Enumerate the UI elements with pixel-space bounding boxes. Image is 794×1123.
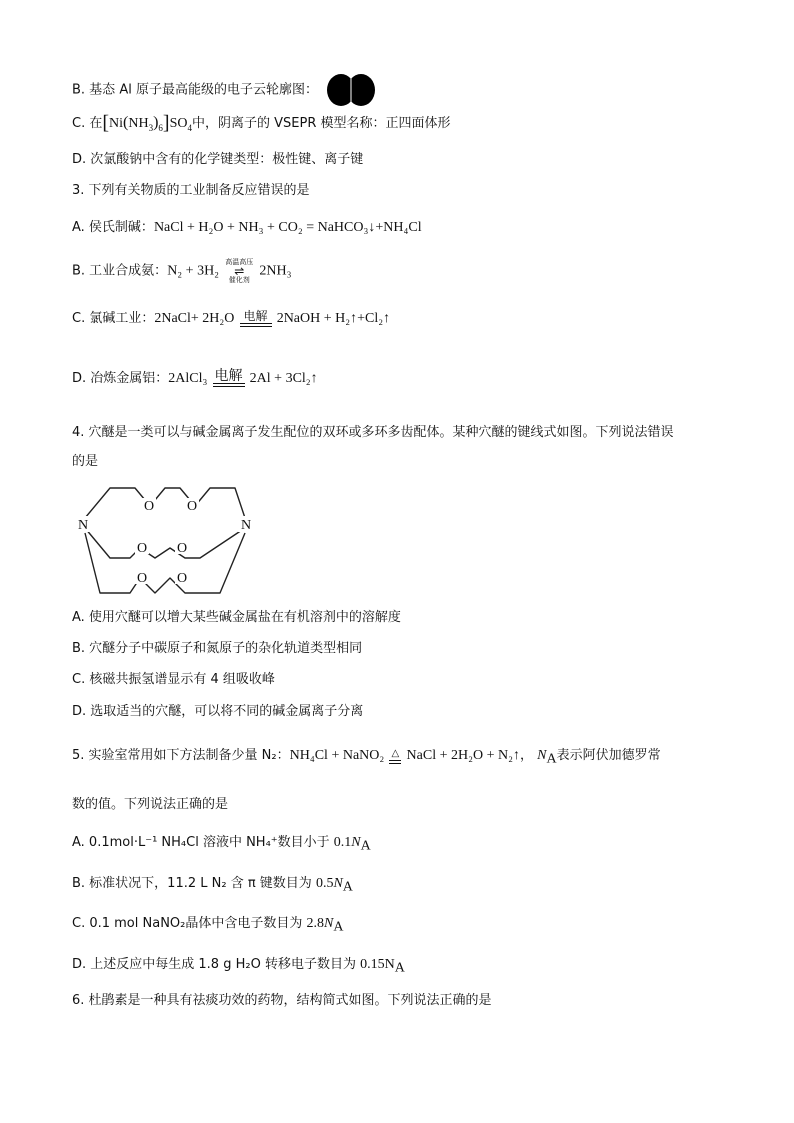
q3-option-c-left: 2NaCl+ 2H₂O xyxy=(154,311,235,326)
q3-option-a xyxy=(72,219,422,237)
equilibrium-arrow-icon: ⇌ xyxy=(234,264,245,278)
q5-option-b-text: B. 标准状况下，11.2 L N₂ 含 π 键数目为 xyxy=(72,876,316,891)
sub-3: 3 xyxy=(148,122,154,133)
oxygen-atom: O xyxy=(136,571,148,586)
nitrogen-atom-left: N xyxy=(77,518,89,533)
so4-symbol: SO xyxy=(169,116,188,131)
nh3-symbol: NH xyxy=(128,116,149,131)
avogadro-subscript: A xyxy=(394,960,405,976)
ni-symbol: Ni xyxy=(109,116,124,131)
oxygen-atom: O xyxy=(186,499,198,514)
q3-option-c-cond: 电解 xyxy=(243,309,268,323)
q5-stem-suffix: 表示阿伏加德罗常 xyxy=(556,748,661,763)
q5-equation-left: NH₄Cl + NaNO₂ xyxy=(289,748,385,763)
nitrogen-atom-right: N xyxy=(240,518,252,533)
q4-stem-line2: 的是 xyxy=(72,454,99,469)
q3-option-b-left: N₂ + 3H₂ xyxy=(167,263,220,279)
avogadro-symbol: N xyxy=(537,748,547,763)
q6-stem: 6. 杜鹃素是一种具有祛痰功效的药物，结构简式如图。下列说法正确的是 xyxy=(72,993,492,1008)
q5-option-c-text: C. 0.1 mol NaNO₂晶体中含电子数目为 xyxy=(72,916,307,931)
q4-option-c: C. 核磁共振氢谱显示有 4 组吸收峰 xyxy=(72,672,275,687)
q2-option-c xyxy=(72,114,450,137)
sub-6: 6 xyxy=(158,122,163,133)
electrolysis-condition xyxy=(239,310,273,327)
heating-condition xyxy=(388,747,402,764)
q5-option-c xyxy=(72,915,343,937)
q5-option-d xyxy=(72,956,405,978)
q2-option-d: D. 次氯酸钠中含有的化学键类型：极性键、离子键 xyxy=(72,152,364,167)
q2-option-b xyxy=(72,73,376,107)
oxygen-atom: O xyxy=(143,499,155,514)
q5-option-d-value: 0.15 xyxy=(360,957,385,972)
sub-4: 4 xyxy=(187,122,192,133)
q5-option-a-value: 0.1 xyxy=(333,835,352,850)
q4-option-b: B. 穴醚分子中碳原子和氮原子的杂化轨道类型相同 xyxy=(72,641,363,656)
q2-option-c-prefix: C. 在 xyxy=(72,116,103,131)
q3-option-a-label: A. 侯氏制碱： xyxy=(72,220,154,235)
q3-option-c xyxy=(72,310,390,328)
q3-option-d-right: 2Al + 3Cl₂↑ xyxy=(249,371,318,386)
oxygen-atom: O xyxy=(136,541,148,556)
q5-option-a xyxy=(72,834,371,856)
electrolysis-condition xyxy=(212,370,246,387)
q3-option-d xyxy=(72,370,318,388)
avogadro-symbol: N xyxy=(351,835,361,850)
avogadro-symbol: N xyxy=(384,957,395,972)
q3-option-a-equation: NaCl + H₂O + NH₃ + CO₂ = NaHCO₃↓+NH₄Cl xyxy=(153,220,422,235)
q4-stem-line1: 4. 穴醚是一类可以与碱金属离子发生配位的双环或多环多齿配体。某种穴醚的键线式如图。下列说法错误 xyxy=(72,425,674,440)
q2-option-c-suffix: 中，阴离子的 VSEPR 模型名称：正四面体形 xyxy=(191,116,451,131)
oxygen-atom: O xyxy=(176,571,188,586)
q3-option-b-cond-top: 高温高压 xyxy=(225,258,254,266)
q3-option-d-cond: 电解 xyxy=(214,368,243,384)
avogadro-symbol: N xyxy=(333,876,343,891)
q5-equation-cond: △ xyxy=(391,748,400,759)
avogadro-subscript: A xyxy=(546,751,557,767)
oxygen-atom: O xyxy=(176,541,188,556)
q5-option-d-text: D. 上述反应中每生成 1.8 g H₂O 转移电子数目为 xyxy=(72,957,361,972)
q3-option-b-label: B. 工业合成氨： xyxy=(72,263,168,279)
q3-option-c-label: C. 氯碱工业： xyxy=(72,311,155,326)
q4-option-d: D. 选取适当的穴醚，可以将不同的碱金属离子分离 xyxy=(72,704,364,719)
q3-stem: 3. 下列有关物质的工业制备反应错误的是 xyxy=(72,183,310,198)
complex-formula: $[Ni(NH_3)_6]SO_4$ xyxy=(102,112,192,134)
reversible-arrow xyxy=(225,258,253,284)
q2-option-b-text: B. 基态 Al 原子最高能级的电子云轮廓图： xyxy=(72,82,318,98)
q3-option-b xyxy=(72,258,291,284)
q3-option-b-cond-bottom: 催化剂 xyxy=(228,276,250,284)
avogadro-subscript: A xyxy=(360,838,371,854)
q5-option-b xyxy=(72,875,353,897)
q5-option-b-value: 0.5 xyxy=(315,876,334,891)
q3-option-c-right: 2NaOH + H₂↑+Cl₂↑ xyxy=(276,311,391,326)
avogadro-symbol: N xyxy=(324,916,334,931)
q4-option-a: A. 使用穴醚可以增大某些碱金属盐在有机溶剂中的溶解度 xyxy=(72,610,401,625)
q5-stem-line2: 数的值。下列说法正确的是 xyxy=(72,797,229,812)
q3-option-d-left: 2AlCl₃ xyxy=(168,371,208,386)
q5-option-c-value: 2.8 xyxy=(306,916,325,931)
avogadro-subscript: A xyxy=(342,879,353,895)
q5-equation-right: NaCl + 2H₂O + N₂↑ xyxy=(406,748,520,763)
q3-option-d-label: D. 冶炼金属铝： xyxy=(72,371,169,386)
avogadro-subscript: A xyxy=(333,919,344,935)
q5-stem-line1: 5. 实验室常用如下方法制备少量 N₂：NH₄Cl + NaNO₂ △ NaCl + 2H₂O + N₂↑， $N_A$表示阿伏加德罗常 xyxy=(72,748,661,767)
q5-stem-prefix: 5. 实验室常用如下方法制备少量 N₂： xyxy=(72,748,290,763)
q5-option-a-text: A. 0.1mol·L⁻¹ NH₄Cl 溶液中 NH₄⁺数目小于 xyxy=(72,835,334,850)
cryptand-structure-diagram xyxy=(70,478,270,598)
q3-option-b-right: 2NH₃ xyxy=(259,263,292,279)
p-orbital-dumbbell-icon xyxy=(326,73,376,107)
